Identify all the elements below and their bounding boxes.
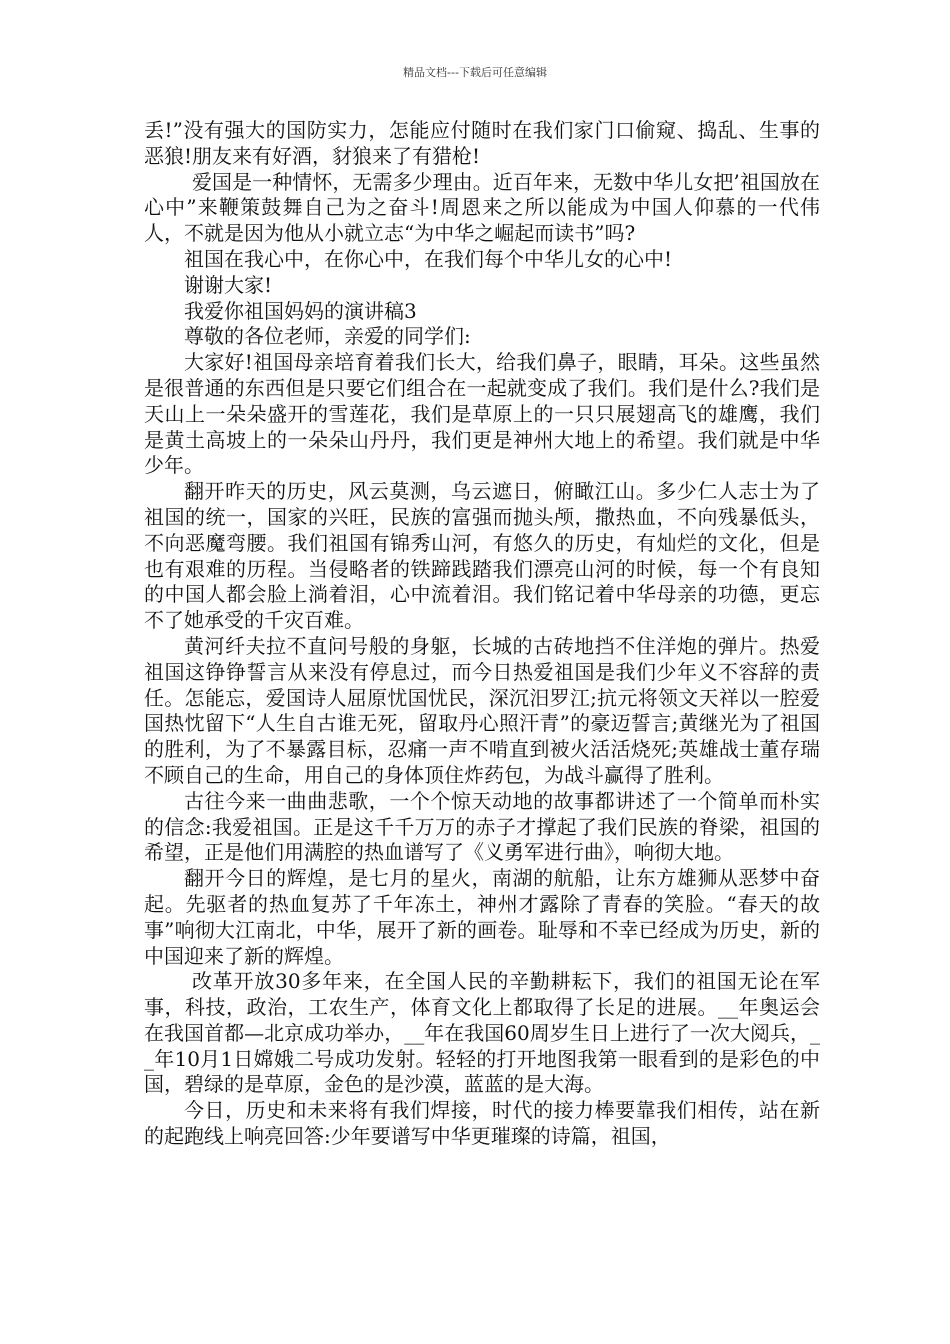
speech-title: 我爱你祖国妈妈的演讲稿3 — [184, 298, 417, 323]
paragraph-in-my-heart: 祖国在我心中，在你心中，在我们每个中华儿女的心中! — [184, 246, 673, 271]
paragraph-patriotism: 爱国是一种情怀，无需多少理由。近百年来，无数中华儿女把’祖国放在心中”来鞭策鼓舞自己为之奋斗!周恩来之所以能成为中国人仰慕的一代伟人，不就是因为他从小就立志“为中华之崛起而读书”吗? — [144, 169, 820, 246]
paragraph-continuation: 丢!”没有强大的国防实力，怎能应付随时在我们家门口偷窥、捣乱、生事的恶狼!朋友来有好酒，豺狼来了有猎枪! — [144, 118, 820, 168]
paragraph-reform: 改革开放30多年来，在全国人民的辛勤耕耘下，我们的祖国无论在军事，科技，政治，工农生产，体育文化上都取得了长足的进展。__年奥运会在我国首都—北京成功举办，__年在我国60周岁生日上进行了一次大阅兵，__年10月1日嫦娥二号成功发射。轻轻的打开地图我第一眼看到的是彩色的中国，碧绿的是草原，金色的是沙漠，蓝蓝的是大海。 — [144, 969, 820, 1097]
paragraph-thanks: 谢谢大家! — [184, 272, 273, 297]
speech-salutation: 尊敬的各位老师，亲爱的同学们: — [184, 324, 471, 349]
page-header: 精品文档---下载后可任意编辑 — [403, 66, 547, 79]
paragraph-elegy: 古往今来一曲曲悲歌，一个个惊天动地的故事都讲述了一个简单而朴实的信念:我爱祖国。正是这千千万万的赤子才撑起了我们民族的脊梁，祖国的希望，正是他们用满腔的热血谱写了《义勇军进行曲》，响彻大地。 — [144, 788, 820, 865]
paragraph-glory: 翻开今日的辉煌，是七月的星火，南湖的航船，让东方雄狮从恶梦中奋起。先驱者的热血复苏了千年冻土，神州才露除了青春的笑脸。“春天的故事”响彻大江南北，中华，展开了新的画卷。耻辱和不幸已经成为历史，新的中国迎来了新的辉煌。 — [144, 866, 820, 968]
paragraph-history: 翻开昨天的历史，风云莫测，乌云遮日，俯瞰江山。多少仁人志士为了祖国的统一，国家的兴旺，民族的富强而抛头颅，撒热血，不向残暴低头，不向恶魔弯腰。我们祖国有锦秀山河，有悠久的历史，有灿烂的文化，但是也有艰难的历程。当侵略者的铁蹄践踏我们漂亮山河的时候，每一个有良知的中国人都会脸上淌着泪，心中流着泪。我们铭记着中华母亲的功德，更忘不了她承受的千灾百难。 — [144, 479, 820, 633]
paragraph-greeting: 大家好!祖国母亲培育着我们长大，给我们鼻子，眼睛，耳朵。这些虽然是很普通的东西但是只要它们组合在一起就变成了我们。我们是什么?我们是天山上一朵朵盛开的雪莲花，我们是草原上的一只只展翅高飞的雄鹰，我们是黄土高坡上的一朵朵山丹丹，我们更是神州大地上的希望。我们就是中华少年。 — [144, 350, 820, 478]
document-body — [144, 118, 820, 1150]
paragraph-today: 今日，历史和未来将有我们焊接，时代的接力棒要靠我们相传，站在新的起跑线上响亮回答:少年要谱写中华更璀璨的诗篇，祖国， — [144, 1098, 820, 1149]
paragraph-yellow-river: 黄河纤夫拉不直问号般的身躯，长城的古砖地挡不住洋炮的弹片。热爱祖国这铮铮誓言从来没有停息过，而今日热爱祖国是我们少年义不容辞的责任。怎能忘，爱国诗人屈原忧国忧民，深沉汨罗江;抗元将领文天祥以一腔爱国热忱留下“人生自古谁无死，留取丹心照汗青”的豪迈誓言;黄继光为了祖国的胜利，为了不暴露目标，忍痛一声不啃直到被火活活烧死;英雄战士董存瑞不顾自己的生命，用自己的身体顶住炸药包，为战斗赢得了胜利。 — [144, 633, 820, 787]
